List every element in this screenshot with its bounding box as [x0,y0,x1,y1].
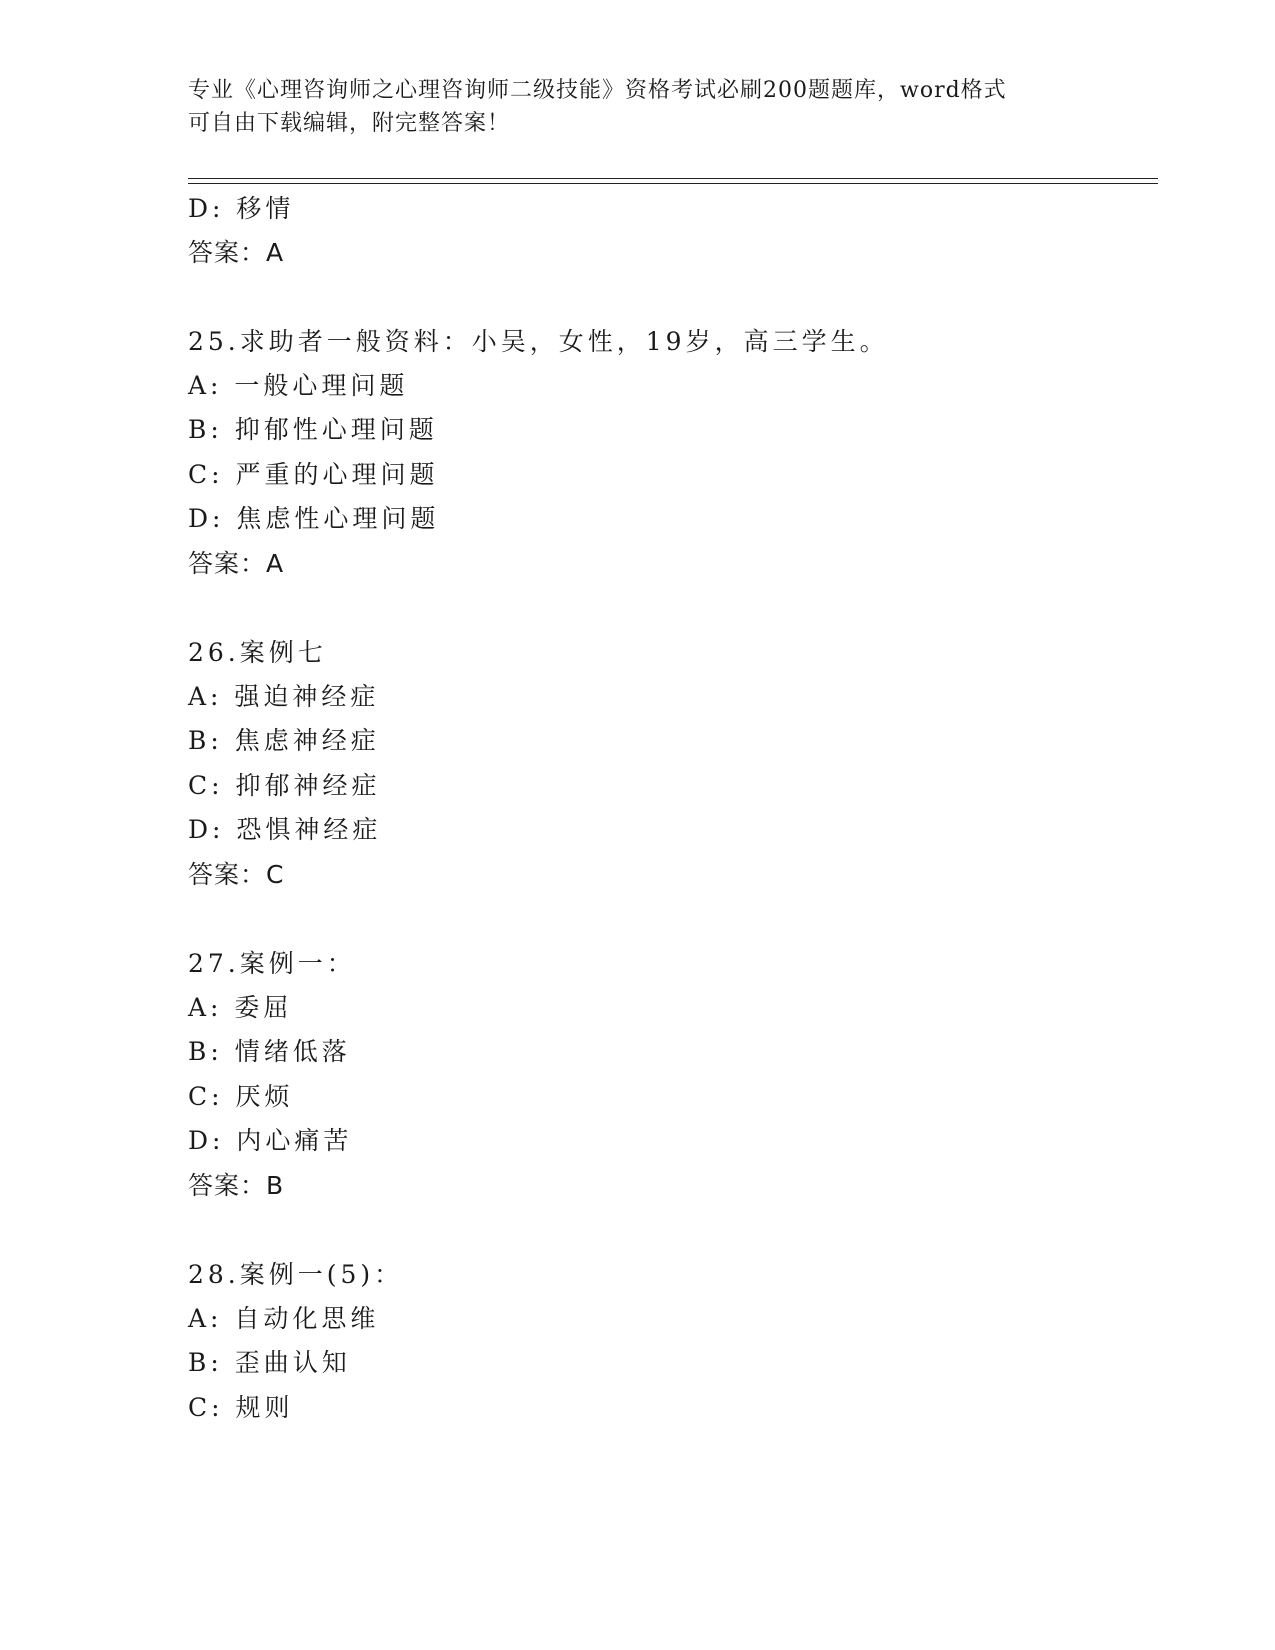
q27-option-c: C: 厌烦 [188,1082,294,1111]
q25-answer: 答案：A [188,549,285,578]
header-line-1: 专业《心理咨询师之心理咨询师二级技能》资格考试必刷200题题库，word格式 [188,78,1007,103]
q26-answer: 答案：C [188,860,285,889]
header-line-2: 可自由下载编辑，附完整答案！ [188,111,511,136]
q27-option-d: D: 内心痛苦 [188,1126,353,1155]
q27-option-b: B: 情绪低落 [188,1037,351,1066]
q25-option-b: B: 抑郁性心理问题 [188,415,438,444]
q27-answer: 答案：B [188,1171,285,1200]
q25-option-c: C: 严重的心理问题 [188,460,439,489]
q25-option-d: D: 焦虑性心理问题 [188,504,440,533]
prev-answer: 答案：A [188,238,285,267]
q25-question: 25.求助者一般资料：小吴，女性，19岁，高三学生。 [188,327,889,356]
q26-option-d: D: 恐惧神经症 [188,815,382,844]
prev-option-d: D: 移情 [188,194,295,223]
q28-option-b: B: 歪曲认知 [188,1348,351,1377]
q26-question: 26.案例七 [188,638,327,667]
header-divider-bottom [188,183,1158,184]
q28-option-a: A: 自动化思维 [188,1304,380,1333]
q27-question: 27.案例一： [188,949,356,978]
q25-option-a: A: 一般心理问题 [188,371,409,400]
document-header [188,74,1068,140]
q26-option-b: B: 焦虑神经症 [188,726,380,755]
q28-option-c: C: 规则 [188,1393,294,1422]
q26-option-a: A: 强迫神经症 [188,682,380,711]
header-divider-top [188,178,1158,179]
q27-option-a: A: 委屈 [188,993,293,1022]
q26-option-c: C: 抑郁神经症 [188,771,381,800]
q28-question: 28.案例一(5)： [188,1260,404,1289]
